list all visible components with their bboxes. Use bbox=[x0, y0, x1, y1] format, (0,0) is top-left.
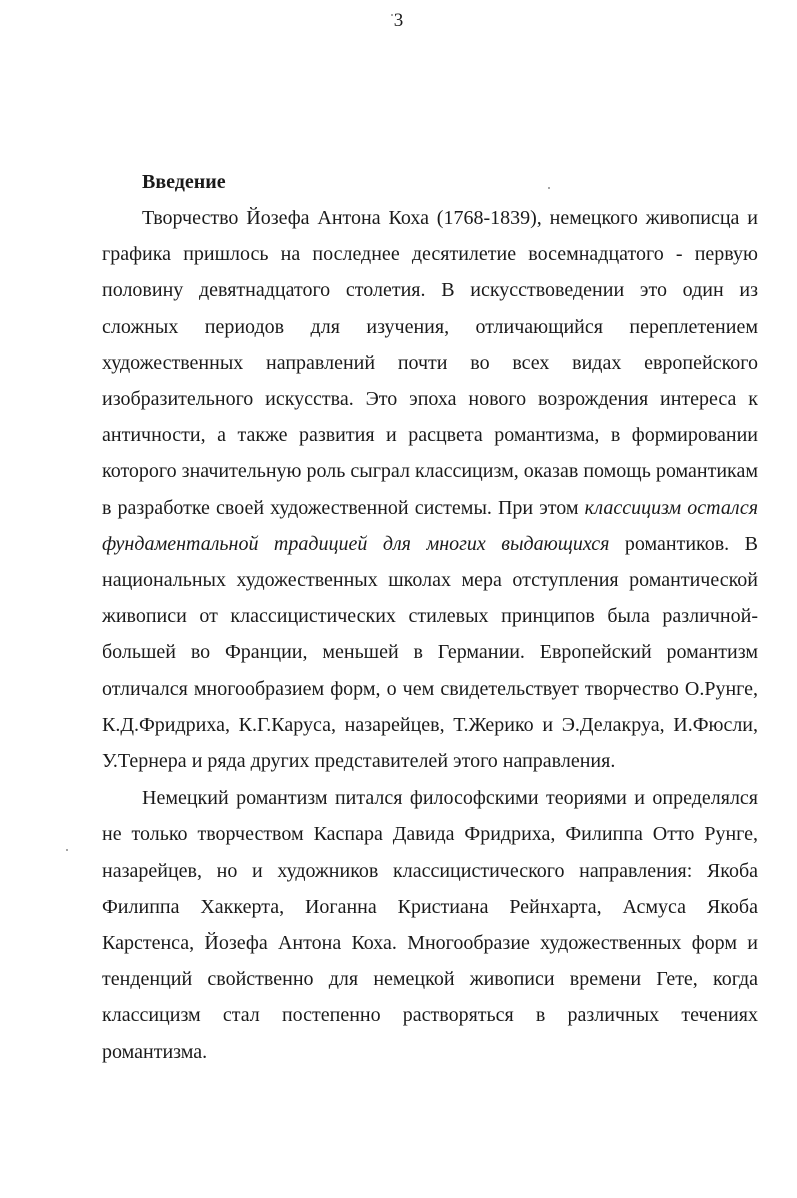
paragraph-1-text-start: Творчество Йозефа Антона Коха (1768-1839), немецкого живописца и графика пришлось на последнее десятилетие восемнадцатого - первую половину девятнадцатого столетия. В искусствоведении это один из сложных периодов для изучения, отличающийся переплетением художественных направлений почти во всех видах европейского изобразительного искусства. Это эпоха нового возрождения интереса к античности, а также развития и расцвета романтизма, в формировании которого значительную роль сыграл классицизм, оказав помощь романтикам в разработке своей художественной системы. При этом bbox=[102, 207, 758, 519]
document-body bbox=[102, 164, 758, 1070]
paragraph-2: Немецкий романтизм питался философскими теориями и определялся не только творчеством Каспара Давида Фридриха, Филиппа Отто Рунге, назарейцев, но и художников классицистического направления: Якоба Филиппа Хаккерта, Иоганна Кристиана Рейнхарта, Асмуса Якоба Карстенса, Йозефа Антона Коха. Многообразие художественных форм и тенденций свойственно для немецкой живописи времени Гете, когда классицизм стал постепенно растворяться в различных течениях романтизма. bbox=[102, 787, 758, 1063]
paragraph-1-italic-text: классицизм остался фундаментальной традицией для многих выдающихся bbox=[102, 496, 758, 555]
section-heading: Введение bbox=[142, 171, 226, 193]
page-number: 3 bbox=[393, 10, 404, 31]
paragraph-1-text-end: романтиков. В национальных художественных школах мера отступления романтической живописи от классицистических стилевых принципов была различной- большей во Франции, меньшей в Германии. Европейский романтизм отличался многообразием форм, о чем свидетельствует творчество О.Рунге, К.Д.Фридриха, К.Г.Каруса, назарейцев, Т.Жерико и Э.Делакруа, И.Фюсли, У.Тернера и ряда других представителей этого направления. bbox=[102, 532, 758, 773]
paragraph-1 bbox=[102, 200, 758, 779]
scan-speck bbox=[391, 14, 393, 16]
scan-speck bbox=[66, 849, 68, 851]
